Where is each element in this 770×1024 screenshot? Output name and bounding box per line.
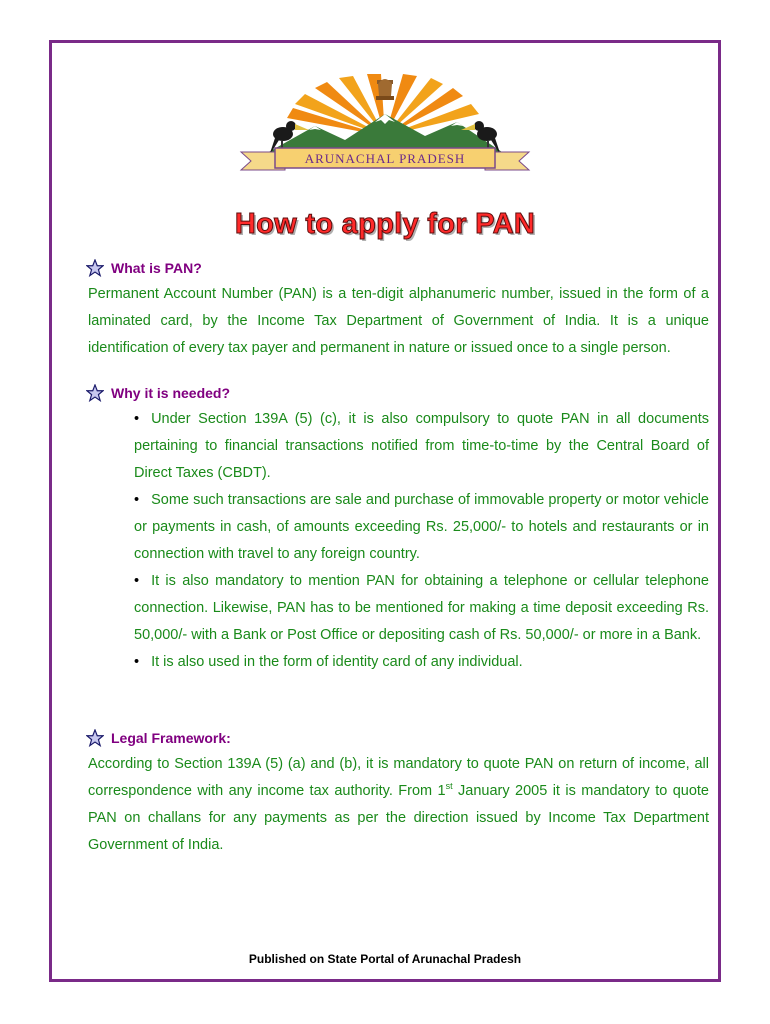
- page-footer: Published on State Portal of Arunachal Pradesh: [248, 952, 522, 966]
- national-emblem-icon: [376, 79, 394, 100]
- section-heading-why-needed: [86, 384, 230, 402]
- section-heading-text: Why it is needed?: [111, 385, 231, 401]
- list-item: • It is also mandatory to mention PAN for obtaining a telephone or cellular telephone connection. Likewise, PAN has to be mentioned for making a time deposit exceeding Rs. 50,000/- with a Bank or Post Office or depositing cash of Rs. 50,000/- or more in a Bank.: [134, 573, 709, 643]
- star-bullet-icon: [86, 729, 104, 747]
- bullet-dot-icon: •: [134, 411, 140, 427]
- list-item: • Some such transactions are sale and purchase of immovable property or motor vehicle or payments in cash, of amounts exceeding Rs. 25,000/- to hotels and restaurants or in connection with travel to any foreign country.: [134, 492, 709, 562]
- star-bullet-icon: [86, 259, 104, 277]
- what-is-pan-paragraph: Permanent Account Number (PAN) is a ten-digit alphanumeric number, issued in the form of a laminated card, by the Income Tax Department of Government of India. It is a unique identification of every tax payer and permanent in nature or issued once to a single person.: [88, 286, 709, 356]
- banner: [241, 148, 529, 170]
- list-item: • Under Section 139A (5) (c), it is also compulsory to quote PAN in all documents pertaining to financial transactions notified from time-to-time by the Central Board of Direct Taxes (CBDT).: [134, 411, 709, 481]
- why-needed-list: [134, 406, 709, 676]
- bullet-dot-icon: •: [134, 654, 140, 670]
- section-heading-what-is-pan: [86, 259, 202, 277]
- list-item: • It is also used in the form of identity card of any individual.: [134, 654, 523, 670]
- legal-framework-paragraph: According to Section 139A (5) (a) and (b), it is mandatory to quote PAN on return of income, all correspondence with any income tax authority. From 1st January 2005 it is mandatory to quote PAN on challans for any payments as per the direction issued by Income Tax Department Government of India.: [88, 756, 709, 853]
- section-heading-text: Legal Framework:: [111, 730, 231, 746]
- bullet-dot-icon: •: [134, 492, 140, 508]
- bullet-dot-icon: •: [134, 573, 140, 589]
- section-heading-legal-framework: [86, 729, 231, 747]
- section-heading-text: What is PAN?: [111, 260, 202, 276]
- arunachal-pradesh-logo: [235, 74, 535, 184]
- banner-text: ARUNACHAL PRADESH: [304, 151, 466, 166]
- star-bullet-icon: [86, 384, 104, 402]
- page-title: How to apply for PAN: [234, 208, 536, 240]
